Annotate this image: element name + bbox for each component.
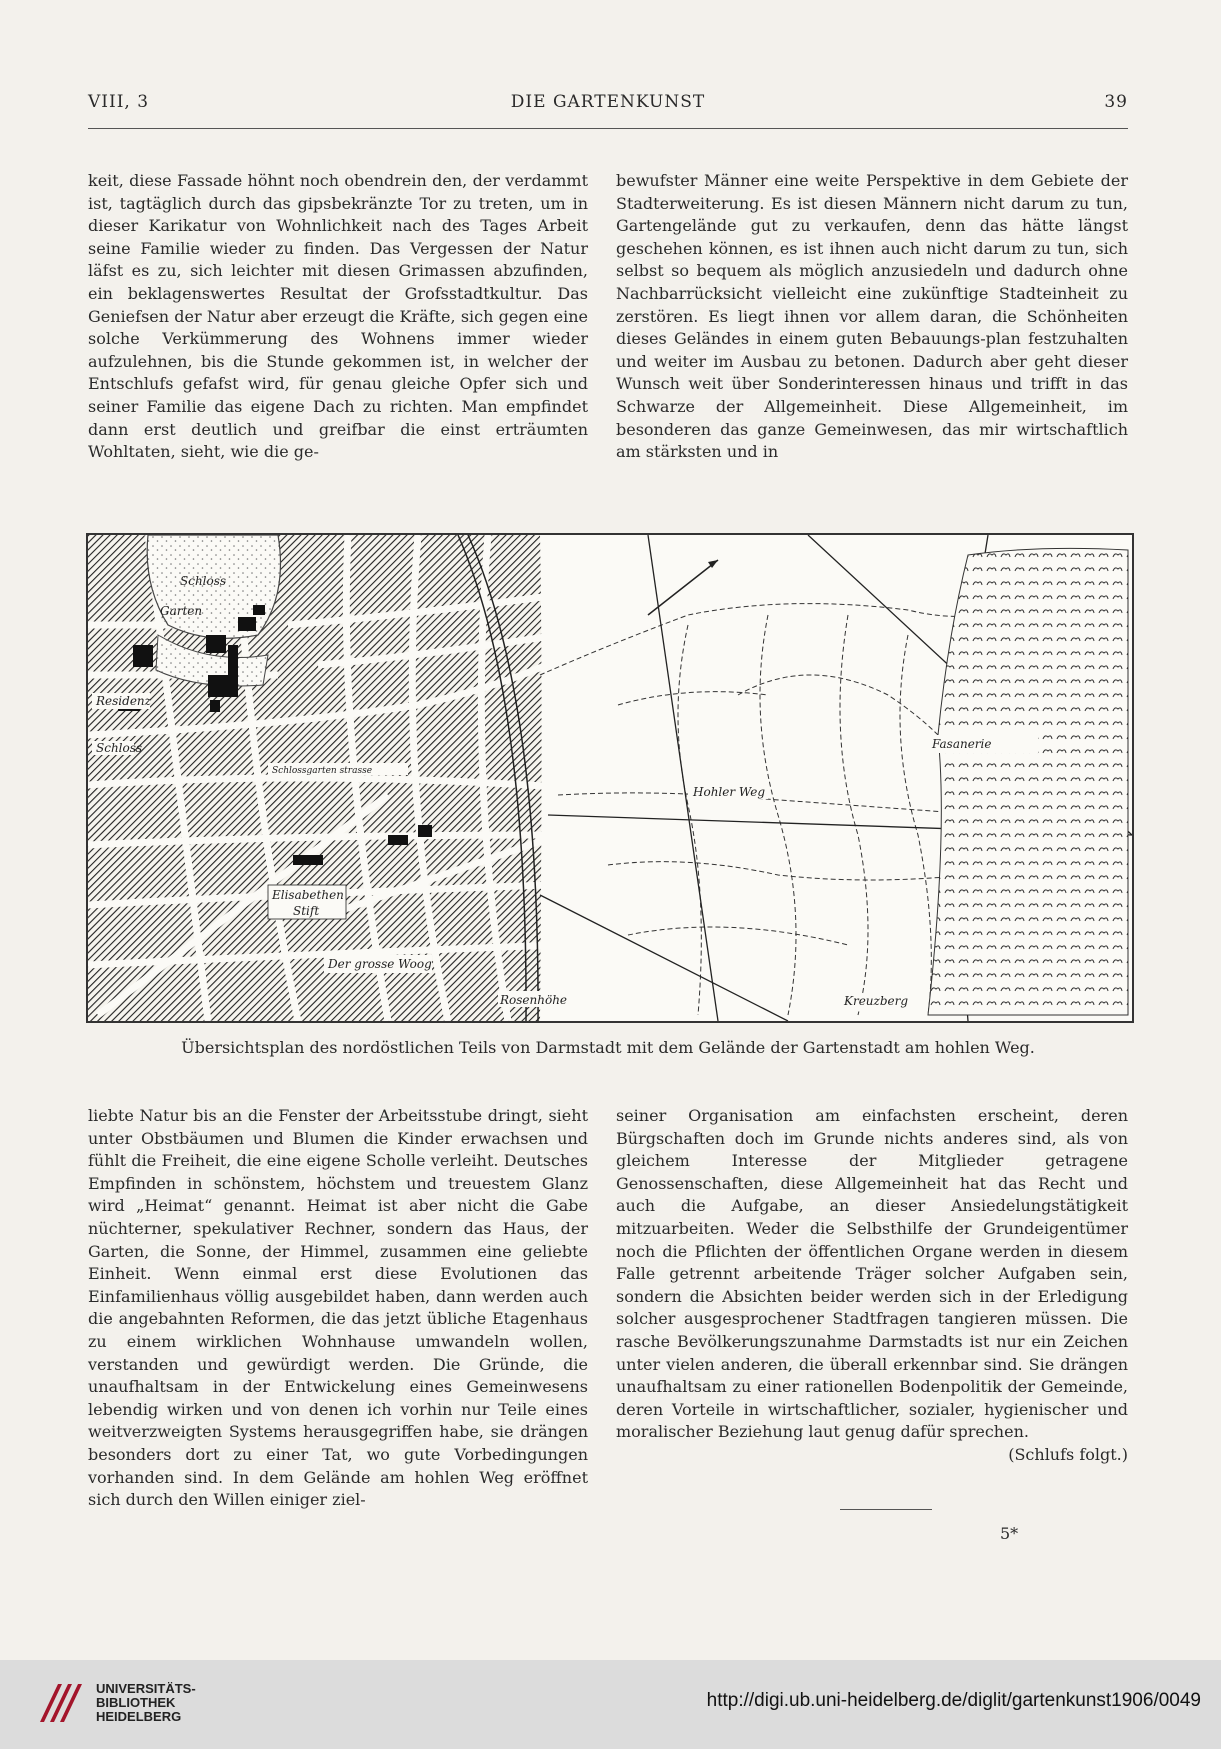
label-fasanerie: Fasanerie (932, 737, 992, 751)
end-rule (840, 1509, 932, 1510)
label-woog: Der grosse Woog (328, 957, 432, 971)
column-top-left (88, 170, 588, 464)
paragraph: keit, diese Fassade höhnt noch obendrein den, der verdammt ist, tagtäglich durch das gipsbekränzte Tor zu treten, um in dieser Karikatur von Wohnlichkeit nach des Tages Arbeit seine Familie wieder zu finden. Das Vergessen der Natur läfst es zu, sich leichter mit diesen Grimassen abzufinden, ein beklagenswertes Resultat der Grofsstadtkultur. Das Geniefsen der Natur aber erzeugt die Kräfte, sich gegen eine solche Verkümmerung des Wohnens immer wieder aufzulehnen, bis die Stunde gekommen ist, in welcher der Entschlufs gefafst wird, für genau gleiche Opfer sich und seiner Familie das eigene Dach zu richten. Man empfindet dann erst deutlich und greifbar die einst erträumten Wohltaten, sieht, wie die ge- (88, 171, 588, 462)
volume-issue: VIII, 3 (88, 92, 150, 112)
label-kreuzberg: Kreuzberg (844, 994, 909, 1008)
header-rule (88, 128, 1128, 129)
column-bottom-left (88, 1105, 588, 1512)
label-elisabethen: Elisabethen (272, 888, 344, 902)
column-bottom-right (616, 1105, 1128, 1467)
paragraph: seiner Organisation am einfachsten erscheint, deren Bürgschaften doch im Grunde nichts anderes sind, als von gleichem Interesse der Mitglieder getragene Genossenschaften, diese Allgemeinheit hat das Recht und auch die Aufgabe, an dieser Ansiedelungstätigkeit mitzuarbeiten. Weder die Selbsthilfe der Grundeigentümer noch die Pflichten der öffentlichen Organe werden in diesem Falle getrennt arbeitende Träger solcher Aufgaben sein, sondern die Absichten beider werden sich in der Erledigung solcher ausgesprochener Stadtfragen tangieren müssen. Die rasche Bevölkerungszunahme Darmstadts ist nur ein Zeichen unter vielen anderen, die überall erkennbar sind. Sie drängen unaufhaltsam zu einer rationellen Bodenpolitik der Gemeinde, deren Vorteile in wirtschaftlicher, sozialer, hygienischer und moralischer Beziehung laut genug dafür sprechen. (616, 1106, 1128, 1442)
source-url-link[interactable]: http://digi.ub.uni-heidelberg.de/diglit/gartenkunst1906/0049 (706, 1690, 1201, 1711)
journal-title: DIE GARTENKUNST (510, 92, 706, 112)
library-footer (0, 1660, 1221, 1749)
garden-city-area (498, 535, 1132, 1021)
label-residenz: Residenz (96, 694, 151, 708)
column-top-right (616, 170, 1128, 464)
signature-mark: 5* (1000, 1524, 1019, 1543)
map-caption: Übersichtsplan des nordöstlichen Teils von Darmstadt mit dem Gelände der Gartenstadt am hohlen Weg. (181, 1038, 1035, 1057)
label-stift: Stift (293, 904, 320, 918)
label-schloss-strasse: Schlossgarten strasse (272, 766, 373, 776)
label-schloss: Schloss (96, 741, 143, 755)
label-schloss-garten-2: Garten (160, 604, 203, 618)
paragraph: liebte Natur bis an die Fenster der Arbeitsstube dringt, sieht unter Obstbäumen und Blumen die Kinder erwachsen und fühlt die Freiheit, die eine eigene Scholle verleiht. Deutsches Empfinden in schönstem, höchstem und treuestem Glanz wird „Heimat“ genannt. Heimat ist aber nicht die Gabe nüchterner, spekulativer Rechner, sondern das Haus, der Garten, die Sonne, der Himmel, zusammen eine geliebte Einheit. Wenn einmal erst diese Evolutionen das Einfamilienhaus völlig ausgebildet haben, dann werden auch die angebahnten Reformen, die das jetzt übliche Etagenhaus zu einem wirklichen Wohnhause umwandeln wollen, verstanden und gewürdigt werden. Die Gründe, die unaufhaltsam in der Entwickelung eines Gemeinwesens lebendig wirken und von denen ich vorhin nur Teile eines weitverzweigten Systems herausgegriffen habe, sie drängen besonders dort zu einer Tat, wo gute Vorbedingungen vorhanden sind. In dem Gelände am hohlen Weg eröffnet sich durch den Willen einiger ziel- (88, 1106, 588, 1510)
city-plan-map (86, 533, 1134, 1023)
label-schloss-garten-1: Schloss (180, 574, 227, 588)
running-header (88, 92, 1128, 122)
page-number: 39 (1104, 92, 1128, 112)
label-hohler-weg: Hohler Weg (693, 785, 766, 799)
paragraph: bewufster Männer eine weite Perspektive in dem Gebiete der Stadterweiterung. Es ist diesen Männern nicht darum zu tun, Gartengelände gut zu verkaufen, denn das hätte längst geschehen können, es ist ihnen auch nicht darum zu tun, sich selbst so bequem als möglich anzusiedeln und dadurch ohne Nachbarrücksicht vielleicht eine zukünftige Stadteinheit zu zerstören. Es liegt ihnen vor allem daran, die Schönheiten dieses Geländes in einem guten Bebauungs-plan festzuhalten und weiter im Ausbau zu betonen. Dadurch aber geht dieser Wunsch weit über Sonderinteressen hinaus und trifft in das Schwarze der Allgemeinheit. Diese Allgemeinheit, im besonderen das ganze Gemeinwesen, das mir wirtschaftlich am stärksten und in (616, 171, 1128, 462)
closing-note: (Schlufs folgt.) (1008, 1444, 1128, 1464)
label-rosenhoehe: Rosenhöhe (500, 993, 568, 1007)
map-drawing (88, 535, 1132, 1021)
library-name: UNIVERSITÄTS- BIBLIOTHEK HEIDELBERG (96, 1681, 196, 1724)
library-logo-icon (36, 1680, 82, 1726)
